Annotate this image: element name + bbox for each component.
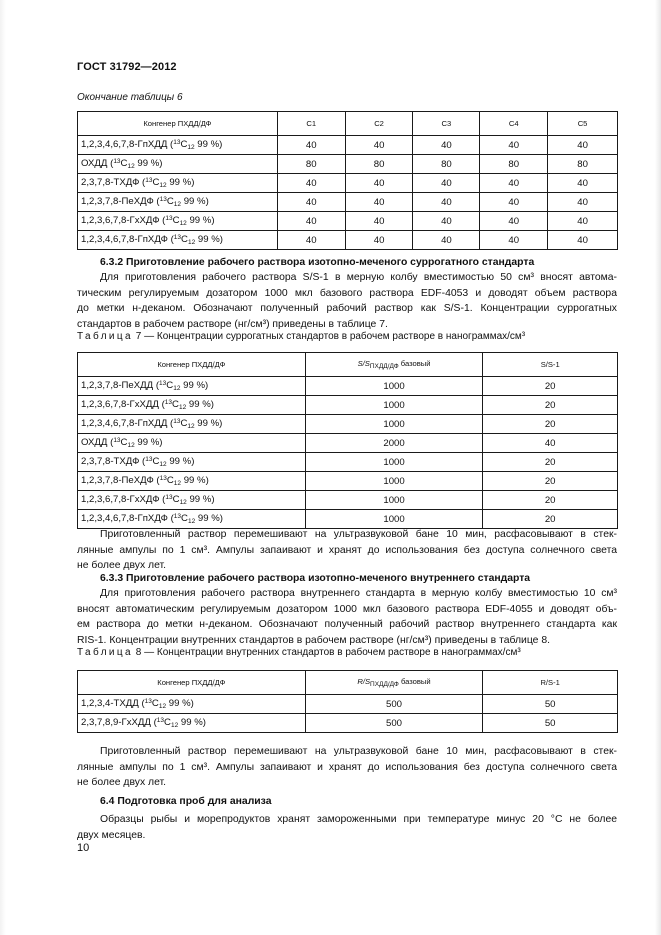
isotope-element: C [120,158,128,169]
value-cell: 40 [345,193,413,212]
value-cell: 50 [483,695,618,714]
isotope-purity: 99 %) [166,456,195,467]
text-line: не более двух лет. [77,777,167,788]
congener-name-cell [78,231,278,250]
table-row [78,472,618,491]
section-633-heading: 6.3.3 Приготовление рабочего раствора изотопно-меченого внутреннего стандарта [100,573,531,584]
value-cell: 1000 [305,415,483,434]
table8-caption-text: 8 — Концентрации внутренних стандартов в рабочем растворе в нанограммах/см³ [133,647,521,658]
isotope-element: C [181,234,188,245]
isotope-open: ( [107,437,114,448]
header-base-word: базовый [398,677,431,686]
table7 [77,352,618,529]
isotope-mass: 13 [113,158,121,165]
text-line: RIS-1. Концентрации внутренних стандартов в рабочем растворе (нг/см³) приведены в таблице 8. [77,634,551,646]
table-row [78,714,618,733]
table6-header-c2: С2 [345,112,413,136]
text-line: Приготовленный раствор перемешивают на ультразвуковой бане 10 мин, расфасовывают в стек- [100,529,617,540]
congener-name-cell [78,415,306,434]
congener-name-cell [78,434,306,453]
isotope-open: ( [107,158,114,169]
table-row [78,193,618,212]
value-cell: 1000 [305,472,483,491]
value-cell: 1000 [305,377,483,396]
isotope-purity: 99 %) [194,139,223,150]
isotope-element: C [180,139,188,150]
value-cell: 80 [345,155,413,174]
isotope-purity: 99 %) [195,234,223,245]
table-row [78,377,618,396]
congener-name-cell [78,472,306,491]
value-cell: 20 [483,396,618,415]
isotope-mass: 13 [165,215,173,222]
isotope-purity: 99 %) [134,437,163,448]
table8-caption [77,647,521,658]
section-64-heading: 6.4 Подготовка проб для анализа [100,796,272,807]
text-line: Образцы рыбы и морепродуктов хранят замороженными при температуре минус 20 °С не более [100,814,617,825]
value-cell: 40 [345,136,413,155]
table6-caption: Окончание таблицы 6 [77,92,183,103]
isotope-mass: 13 [159,475,167,482]
table7-header-base [305,353,483,377]
isotope-open: ( [159,494,166,505]
congener-name-cell [78,695,306,714]
table-row [78,434,618,453]
text-line: двух месяцев. [77,829,146,841]
section-633-text [77,586,617,648]
congener-name-cell [78,491,306,510]
congener-name: 1,2,3,4,6,7,8-ГпХДД [81,139,168,150]
congener-name-cell [78,453,306,472]
table-row [78,510,618,529]
value-cell: 40 [413,193,480,212]
table-row [78,453,618,472]
isotope-purity: 99 %) [166,698,194,709]
value-cell: 40 [548,136,618,155]
isotope-sub: 12 [158,703,167,710]
table8 [77,670,618,733]
isotope-purity: 99 %) [181,196,209,207]
value-cell: 20 [483,472,618,491]
isotope-open: ( [159,215,166,226]
table8-caption-label: Таблица [77,647,134,658]
isotope-purity: 99 %) [186,494,215,505]
table6-header-congener: Конгенер ПХДД/ДФ [78,112,278,136]
value-cell: 1000 [305,491,483,510]
isotope-sub: 12 [173,201,182,208]
isotope-open: ( [153,196,160,207]
value-cell: 40 [548,231,618,250]
table-row [78,396,618,415]
isotope-element: C [172,399,179,410]
table8-header-rs1: R/S-1 [483,671,618,695]
value-cell: 20 [483,377,618,396]
section-64-text [77,812,617,843]
value-cell: 40 [413,174,480,193]
table7-caption [77,331,525,342]
value-cell: 20 [483,415,618,434]
isotope-open: ( [167,139,174,150]
value-cell: 40 [413,231,480,250]
text-line: Для приготовления рабочего раствора внутреннего стандарта в мерную колбу вместимостью 10 см³ [100,588,617,599]
value-cell: 40 [277,193,345,212]
congener-name-cell [78,155,278,174]
congener-name-cell [78,136,278,155]
isotope-sub: 12 [187,423,195,430]
isotope-mass: 13 [173,139,181,146]
text-line: вносят автоматическим регулируемым дозатором 1000 мкл базового раствора EDF-4055 и доводят объ- [77,603,617,615]
isotope-element: C [151,698,159,709]
value-cell: 1000 [305,453,483,472]
table6-body [78,136,618,250]
isotope-open: ( [167,234,174,245]
value-cell: 20 [483,453,618,472]
value-cell: 40 [483,434,618,453]
text-line: Для приготовления рабочего раствора S/S-1 в мерную колбу вместимостью 50 см³ вносят автома- [100,272,617,283]
isotope-purity: 99 %) [181,475,209,486]
table8-header-row [78,671,618,695]
isotope-mass: 13 [164,399,173,406]
page-number: 10 [77,842,90,854]
isotope-sub: 12 [159,461,167,468]
congener-name: 1,2,3,4-ТХДД [81,698,139,709]
header-sub: ПХДД/ДФ [369,363,399,370]
value-cell: 1000 [305,396,483,415]
table6-header-c1: С1 [277,112,345,136]
congener-name: 1,2,3,6,7,8-ГхХДФ [81,215,160,226]
value-cell: 20 [483,510,618,529]
isotope-element: C [164,717,171,728]
isotope-element: C [166,475,174,486]
value-cell: 40 [480,136,548,155]
isotope-sub: 12 [187,239,196,246]
table6-header-c4: С4 [480,112,548,136]
isotope-element: C [152,456,160,467]
isotope-mass: 13 [156,717,165,724]
isotope-sub: 12 [170,722,179,729]
value-cell: 1000 [305,510,483,529]
isotope-purity: 99 %) [178,717,206,728]
value-cell: 20 [483,491,618,510]
value-cell: 40 [480,212,548,231]
isotope-open: ( [158,399,165,410]
text-line: лянные ампулы по 1 см³. Ампулы запаивают и хранят до использования без доступа солнечного света [77,761,617,773]
congener-name-cell [78,714,306,733]
value-cell: 40 [277,136,345,155]
isotope-mass: 13 [159,196,167,203]
text-line: не более двух лет. [77,560,167,571]
isotope-sub: 12 [159,182,167,189]
isotope-sub: 12 [179,220,187,227]
congener-name: ОХДД [81,158,108,169]
isotope-sub: 12 [179,499,187,506]
text-line: ем раствора до метки н-деканом. Обозначают полученный рабочий раствор внутреннего стандарта как [77,619,617,630]
congener-name-cell [78,212,278,231]
isotope-purity: 99 %) [195,513,223,524]
isotope-sub: 12 [187,518,196,525]
isotope-mass: 13 [173,418,181,425]
isotope-open: ( [139,177,146,188]
value-cell: 40 [345,231,413,250]
value-cell: 40 [413,136,480,155]
congener-name: 1,2,3,7,8-ПеХДФ [81,475,154,486]
isotope-element: C [166,380,174,391]
isotope-mass: 13 [159,380,167,387]
isotope-purity: 99 %) [180,380,209,391]
header-sub: ПХДД/ДФ [370,681,399,688]
isotope-open: ( [139,456,146,467]
value-cell: 40 [548,174,618,193]
isotope-element: C [181,513,188,524]
value-cell: 80 [277,155,345,174]
isotope-sub: 12 [173,480,182,487]
value-cell: 500 [305,695,483,714]
congener-name-cell [78,174,278,193]
table-row [78,174,618,193]
isotope-mass: 13 [144,698,152,705]
document-header: ГОСТ 31792—2012 [77,61,177,73]
table6 [77,111,618,250]
isotope-open: ( [150,717,157,728]
table6-header-row [78,112,618,136]
isotope-sub: 12 [173,385,181,392]
congener-name: 1,2,3,4,6,7,8-ГпХДФ [81,234,168,245]
value-cell: 40 [548,193,618,212]
congener-name: 1,2,3,6,7,8-ГхХДД [81,399,159,410]
table-row [78,136,618,155]
isotope-purity: 99 %) [186,215,215,226]
value-cell: 40 [480,174,548,193]
para-after-table7 [77,527,617,574]
congener-name-cell [78,510,306,529]
text-line: лянные ампулы по 1 см³. Ампулы запаивают и хранят до использования без доступа солнечного света [77,544,617,556]
table7-caption-label: Таблица [77,331,134,342]
table6-header-c5: С5 [548,112,618,136]
value-cell: 40 [548,212,618,231]
section-632-heading: 6.3.2 Приготовление рабочего раствора изотопно-меченого суррогатного стандарта [100,257,535,268]
isotope-sub: 12 [127,163,135,170]
congener-name: 1,2,3,4,6,7,8-ГпХДФ [81,513,168,524]
isotope-sub: 12 [127,442,135,449]
value-cell: 40 [345,174,413,193]
congener-name: 1,2,3,7,8-ПеХДД [81,380,154,391]
congener-name-cell [78,377,306,396]
congener-name: 2,3,7,8-ТХДФ [81,177,140,188]
value-cell: 80 [480,155,548,174]
isotope-open: ( [167,418,174,429]
isotope-open: ( [153,475,160,486]
text-line: тическим регулируемым дозатором 1000 мкл базового раствора EDF-4053 и доводят объем раствора [77,287,617,299]
isotope-element: C [166,196,174,207]
value-cell: 500 [305,714,483,733]
text-line: Приготовленный раствор перемешивают на ультразвуковой бане 10 мин, расфасовывают в стек- [100,746,617,757]
text-line: стандартов в рабочем растворе (нг/см³) приведены в таблице 7. [77,318,388,330]
isotope-mass: 13 [145,456,153,463]
congener-name: 2,3,7,8-ТХДФ [81,456,140,467]
table-row [78,231,618,250]
isotope-sub: 12 [178,404,187,411]
congener-name: 2,3,7,8,9-ГхХДД [81,717,151,728]
isotope-open: ( [138,698,145,709]
congener-name: 1,2,3,4,6,7,8-ГпХДД [81,418,168,429]
isotope-sub: 12 [187,144,195,151]
isotope-mass: 13 [113,437,121,444]
table7-header-congener: Конгенер ПХДД/ДФ [78,353,306,377]
para-after-table8 [77,744,617,791]
isotope-purity: 99 %) [194,418,223,429]
isotope-element: C [180,418,188,429]
header-base-word: базовый [398,359,431,368]
congener-name-cell [78,193,278,212]
table8-header-base [305,671,483,695]
isotope-mass: 13 [173,513,182,520]
value-cell: 2000 [305,434,483,453]
congener-name: 1,2,3,6,7,8-ГхХДФ [81,494,160,505]
table-row [78,212,618,231]
table-row [78,491,618,510]
isotope-purity: 99 %) [186,399,214,410]
isotope-mass: 13 [165,494,173,501]
isotope-mass: 13 [145,177,153,184]
isotope-element: C [172,494,180,505]
value-cell: 40 [277,212,345,231]
table7-header-ss1: S/S-1 [483,353,618,377]
table7-caption-text: 7 — Концентрации суррогатных стандартов в рабочем растворе в нанограммах/см³ [133,331,526,342]
text-line: до метки н-деканом. Обозначают полученный рабочий раствор как S/S-1. Концентрации суррогатных [77,303,617,314]
isotope-element: C [172,215,180,226]
value-cell: 40 [277,174,345,193]
isotope-purity: 99 %) [166,177,195,188]
congener-name: ОХДД [81,437,108,448]
isotope-open: ( [167,513,174,524]
value-cell: 80 [413,155,480,174]
section-632-text [77,270,617,332]
table-row [78,415,618,434]
value-cell: 40 [480,193,548,212]
header-ss: S/S [357,359,370,368]
table-row [78,155,618,174]
table7-header-row [78,353,618,377]
value-cell: 50 [483,714,618,733]
table7-body [78,377,618,529]
isotope-open: ( [153,380,160,391]
table8-body [78,695,618,733]
table-row [78,695,618,714]
isotope-purity: 99 %) [134,158,163,169]
value-cell: 40 [413,212,480,231]
isotope-mass: 13 [173,234,182,241]
header-rs: R/S [357,677,371,686]
isotope-element: C [120,437,128,448]
value-cell: 40 [480,231,548,250]
isotope-element: C [152,177,160,188]
value-cell: 80 [548,155,618,174]
table8-header-congener: Конгенер ПХДД/ДФ [78,671,306,695]
congener-name-cell [78,396,306,415]
table6-header-c3: С3 [413,112,480,136]
value-cell: 40 [345,212,413,231]
congener-name: 1,2,3,7,8-ПеХДФ [81,196,154,207]
value-cell: 40 [277,231,345,250]
